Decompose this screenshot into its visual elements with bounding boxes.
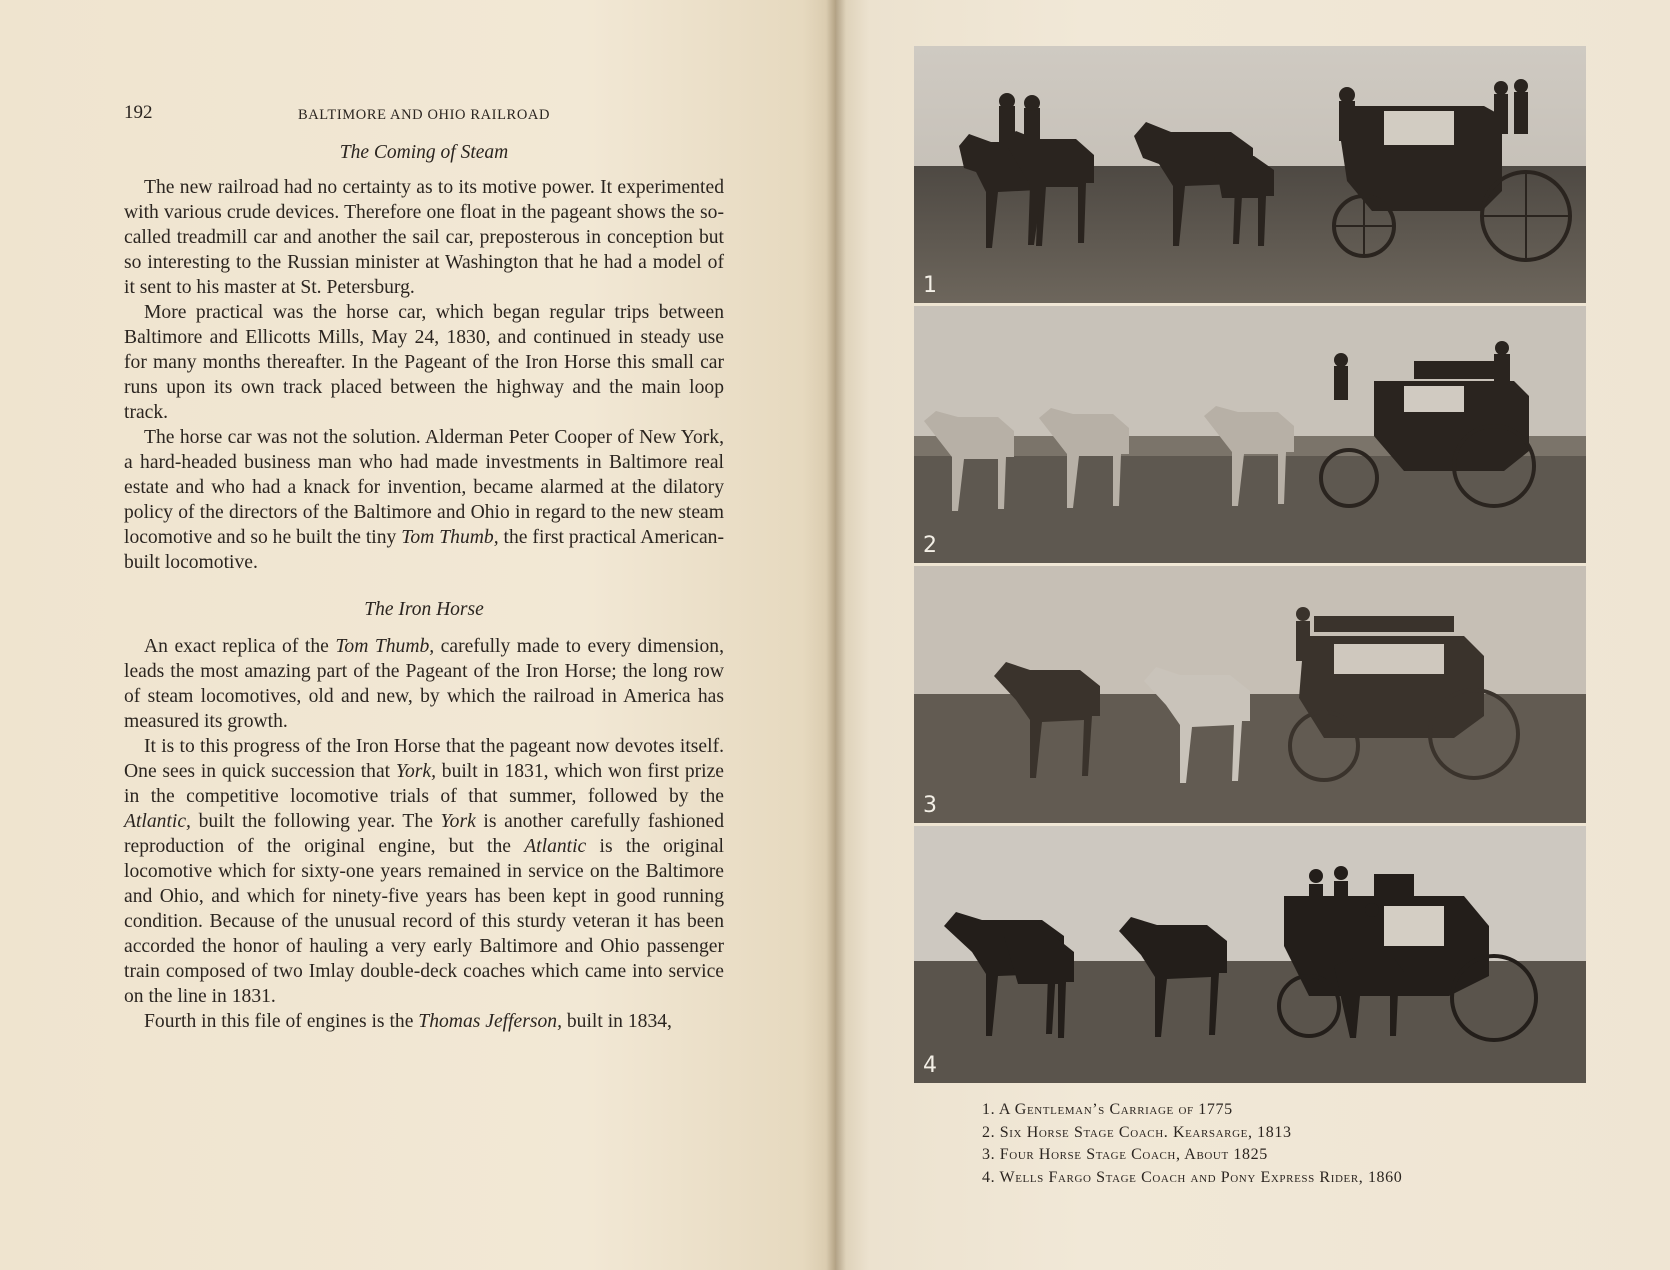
section-heading-iron-horse: The Iron Horse <box>364 599 484 620</box>
caption-line: 2. Six Horse Stage Coach. Kearsarge, 1813 <box>982 1123 1292 1141</box>
photo-number: 4 <box>923 1053 937 1078</box>
caption-line: 4. Wells Fargo Stage Coach and Pony Express Rider, 1860 <box>982 1168 1403 1186</box>
photo-number: 1 <box>923 273 937 298</box>
italic-name: Tom Thumb, <box>401 527 499 548</box>
photo-gentlemans-carriage <box>914 46 1586 303</box>
paragraph: More practical was the horse car, which began regular trips between Baltimore and Ellicotts Mills, May 24, 1830, and continued in steady use for many months thereafter. In the Pageant of the Iron Horse this small car runs upon its own track placed between the highway and the main loop track. <box>124 302 724 423</box>
photo-column <box>914 46 1586 1086</box>
photo-captions <box>982 1099 1582 1189</box>
paragraph <box>124 425 724 575</box>
photo-image <box>914 566 1586 823</box>
text-run: built the following year. The <box>190 811 441 832</box>
photo-image <box>914 306 1586 563</box>
text-run: the first practical American-built locomotive. <box>124 527 724 573</box>
paragraph: The new railroad had no certainty as to its motive power. It experimented with various crude devices. Therefore one float in the pageant shows the so-called treadmill car and another the sail car, preposterous in conception but so interesting to the Russian minister at Washington that he had a model of it sent to his master at St. Petersburg. <box>124 177 724 298</box>
text-run: Fourth in this file of engines is the <box>144 1011 419 1032</box>
photo-six-horse-stage-coach <box>914 306 1586 563</box>
italic-name: Tom Thumb, <box>335 636 435 657</box>
text-run: is another carefully fashioned reproduction of the original engine, but the <box>124 811 724 857</box>
text-block <box>124 100 724 1034</box>
text-run: built in 1831, which won first prize in the competitive locomotive trials of that summer, followed by the <box>124 761 724 807</box>
book-gutter <box>826 0 846 1270</box>
italic-name: York, <box>395 761 436 782</box>
paragraph <box>124 1009 724 1034</box>
italic-name: Thomas Jefferson, <box>418 1011 562 1032</box>
photo-image <box>914 826 1586 1083</box>
section-heading-coming-of-steam: The Coming of Steam <box>339 142 509 163</box>
italic-name: York <box>440 811 476 832</box>
running-head <box>124 100 724 128</box>
text-run: The horse car was not the solution. Alderman Peter Cooper of New York, a hard-headed business man who had made investments in Baltimore real estate and who had a knack for invention, became alarmed at the dilatory policy of the directors of the Baltimore and Ohio in regard to the new steam locomotive and so he built the tiny <box>124 427 724 548</box>
text-run: is the original locomotive which for sixty-one years remained in service on the Baltimore and Ohio, and which for ninety-five years has been kept in good running condition. Because of the unusual record of this sturdy veteran it has been accorded the honor of hauling a very early Baltimore and Ohio passenger train composed of two Imlay double-deck coaches which came into service on the line in 1831. <box>124 836 724 1007</box>
page-number: 192 <box>124 102 153 123</box>
photo-number: 3 <box>923 793 937 818</box>
running-title: BALTIMORE AND OHIO RAILROAD <box>297 107 551 123</box>
photo-number: 2 <box>923 533 937 558</box>
photo-image <box>914 46 1586 303</box>
text-run: An exact replica of the <box>144 636 336 657</box>
paragraph <box>124 634 724 734</box>
photo-four-horse-stage-coach <box>914 566 1586 823</box>
paragraph <box>124 734 724 1009</box>
italic-name: Atlantic <box>524 836 587 857</box>
caption-line: 3. Four Horse Stage Coach, About 1825 <box>982 1146 1268 1163</box>
text-run: It is to this progress of the Iron Horse that the pageant now devotes itself. One sees in quick succession that <box>124 736 724 782</box>
text-run: built in 1834, <box>561 1011 672 1032</box>
text-run: carefully made to every dimension, leads the most amazing part of the Pageant of the Iron Horse; the long row of steam locomotives, old and new, by which the railroad in America has measured its growth. <box>124 636 724 732</box>
photo-wells-fargo-stage-coach <box>914 826 1586 1083</box>
caption-line: 1. A Gentleman’s Carriage of 1775 <box>982 1101 1233 1118</box>
italic-name: Atlantic, <box>124 811 191 832</box>
